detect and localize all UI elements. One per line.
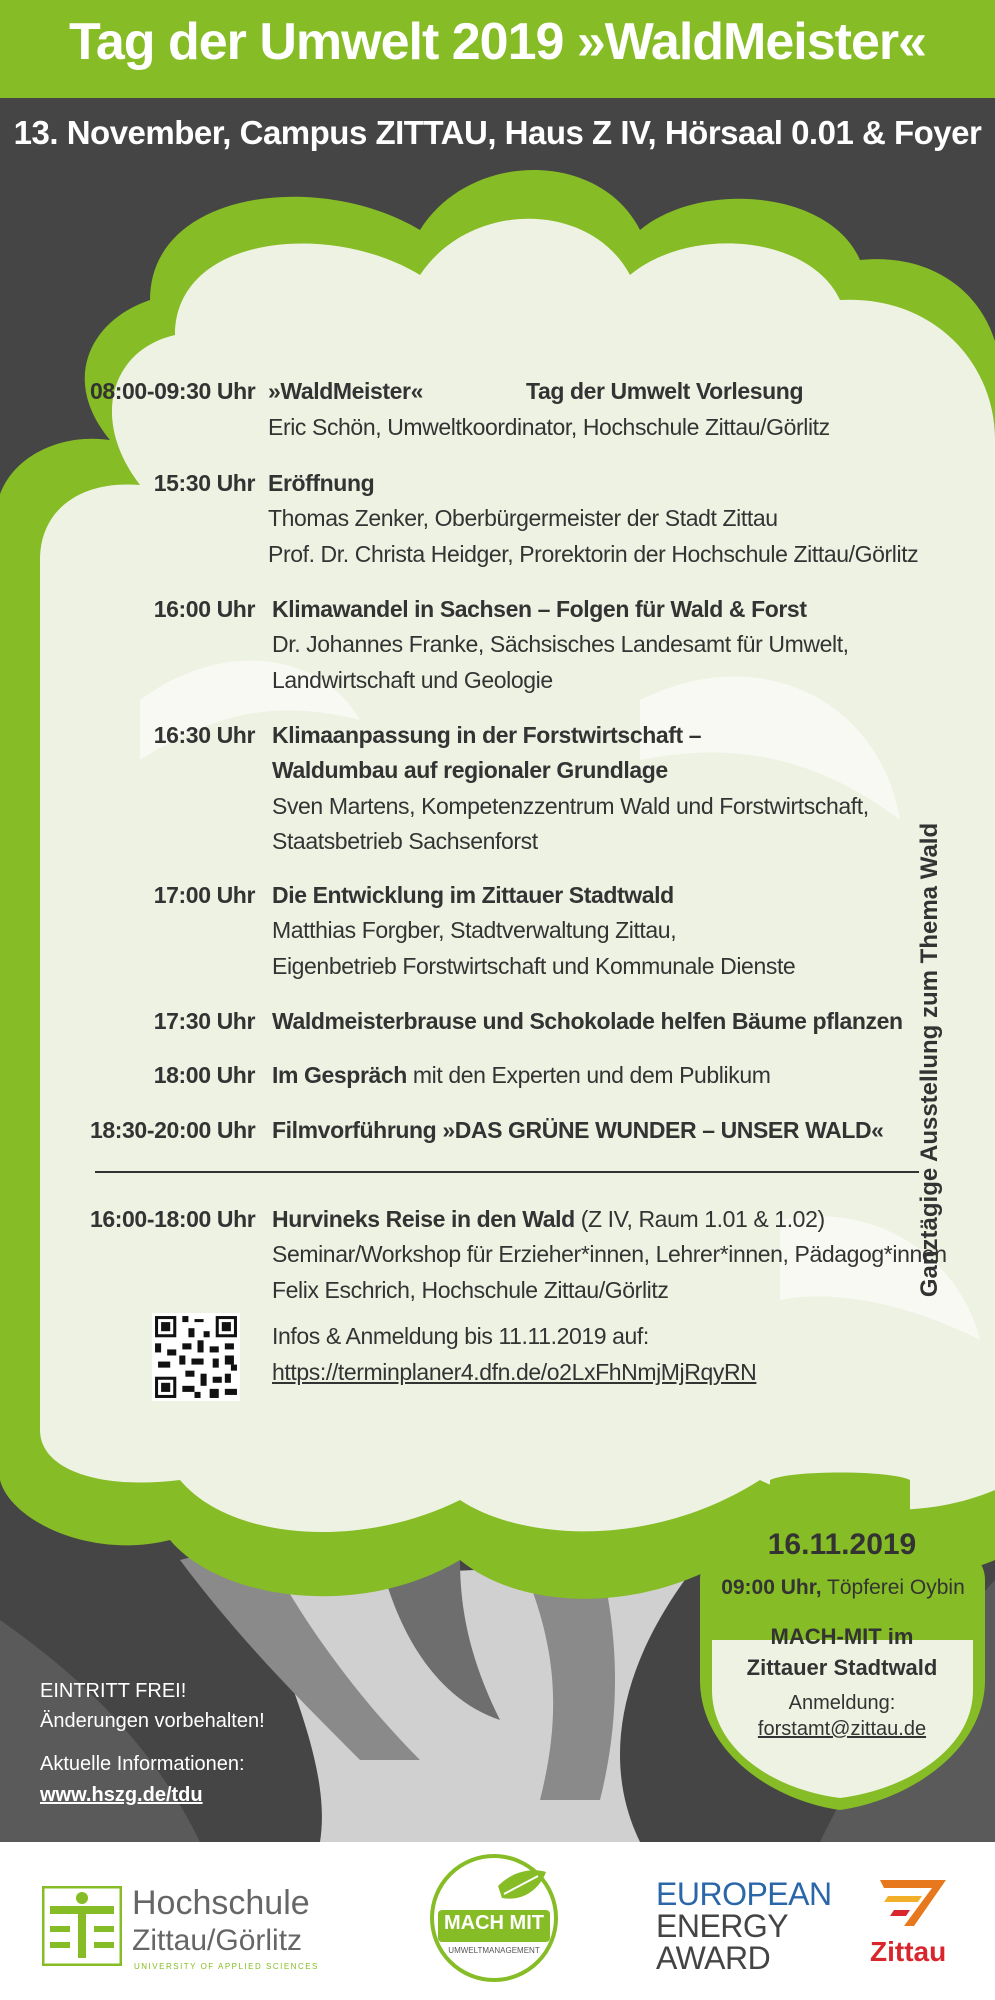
- program-line: Eigenbetrieb Forstwirtschaft und Kommunale Dienste: [272, 953, 796, 979]
- eea-line2: ENERGY: [656, 1908, 789, 1944]
- hochschule-logo-icon: [42, 1886, 122, 1966]
- program-line: Thomas Zenker, Oberbürgermeister der Stadt Zittau: [268, 505, 778, 531]
- workshop-line: Seminar/Workshop für Erzieher*innen, Lehrer*innen, Pädagog*innen: [272, 1241, 947, 1267]
- program-line: Landwirtschaft und Geologie: [272, 667, 553, 693]
- program-line: Dr. Johannes Franke, Sächsisches Landesamt für Umwelt,: [272, 631, 849, 657]
- program-title-rest: mit den Experten und dem Publikum: [406, 1062, 771, 1088]
- qr-code-icon[interactable]: [152, 1313, 240, 1401]
- workshop-line: Felix Eschrich, Hochschule Zittau/Görlitz: [272, 1277, 669, 1303]
- program-time: 17:00 Uhr: [153, 882, 255, 908]
- program-time: 15:30 Uhr: [153, 470, 255, 496]
- mach-mit-sub: UMWELTMANAGEMENT: [448, 1946, 540, 1955]
- workshop-info: Infos & Anmeldung bis 11.11.2019 auf:: [272, 1323, 649, 1349]
- program-title: Waldmeisterbrause und Schokolade helfen Bäume pflanzen: [272, 1008, 903, 1034]
- program-title: Klimawandel in Sachsen – Folgen für Wald & Forst: [272, 596, 807, 622]
- hochschule-name: Hochschule: [132, 1884, 310, 1922]
- mach-mit-label: MACH MIT: [444, 1912, 544, 1934]
- poster-subtitle: 13. November, Campus ZITTAU, Haus Z IV, Hörsaal 0.01 & Foyer: [13, 114, 982, 151]
- program-time: 16:00 Uhr: [153, 596, 255, 622]
- program-title: Die Entwicklung im Zittauer Stadtwald: [272, 882, 674, 908]
- workshop-registration-link[interactable]: https://terminplaner4.dfn.de/o2LxFhNmjMjRqyRN: [272, 1359, 757, 1385]
- acorn-time: 09:00 Uhr,: [721, 1576, 822, 1599]
- changes-note: Änderungen vorbehalten!: [40, 1710, 265, 1732]
- program-title: Eröffnung: [268, 470, 375, 496]
- workshop-time: 16:00-18:00 Uhr: [90, 1206, 256, 1232]
- workshop-title-rest: (Z IV, Raum 1.01 & 1.02): [574, 1206, 825, 1232]
- acorn-date: 16.11.2019: [767, 1528, 917, 1561]
- zittau-logo-icon: [874, 1874, 954, 1930]
- program-time: 17:30 Uhr: [153, 1008, 255, 1034]
- acorn-event-line2: Zittauer Stadtwald: [746, 1655, 938, 1680]
- hochschule-place: Zittau/Görlitz: [132, 1924, 303, 1957]
- program-time: 16:30 Uhr: [153, 722, 255, 748]
- eea-line3: AWARD: [656, 1940, 771, 1976]
- program-title-extra: Tag der Umwelt Vorlesung: [526, 378, 804, 404]
- program-title: »WaldMeister«: [268, 378, 424, 404]
- program-time: 18:30-20:00 Uhr: [90, 1117, 256, 1143]
- program-title: Klimaanpassung in der Forstwirtschaft –: [272, 722, 702, 748]
- info-link[interactable]: www.hszg.de/tdu: [40, 1784, 203, 1806]
- workshop-title-line: [272, 1206, 825, 1233]
- info-label: Aktuelle Informationen:: [40, 1753, 245, 1775]
- program-line: Sven Martens, Kompetenzzentrum Wald und Forstwirtschaft,: [272, 793, 869, 819]
- program-time: 18:00 Uhr: [153, 1062, 255, 1088]
- acorn-email-link[interactable]: forstamt@zittau.de: [757, 1718, 927, 1740]
- program-line: Eric Schön, Umweltkoordinator, Hochschule Zittau/Görlitz: [268, 414, 830, 440]
- program-title: Im Gespräch: [272, 1062, 407, 1088]
- divider: [95, 1171, 919, 1173]
- zittau-label: Zittau: [870, 1936, 947, 1967]
- acorn-event-line1: MACH-MIT im: [770, 1624, 914, 1649]
- program-line: Staatsbetrieb Sachsenforst: [272, 828, 538, 854]
- hochschule-tagline: UNIVERSITY OF APPLIED SCIENCES: [134, 1962, 319, 1971]
- eea-line1: EUROPEAN: [656, 1876, 832, 1912]
- program-title-2: Waldumbau auf regionaler Grundlage: [272, 757, 668, 783]
- acorn-place: Töpferei Oybin: [821, 1576, 965, 1599]
- program-time: 08:00-09:30 Uhr: [90, 378, 256, 404]
- program-title: Filmvorführung »DAS GRÜNE WUNDER – UNSER WALD«: [272, 1117, 884, 1143]
- workshop-title: Hurvineks Reise in den Wald: [272, 1206, 575, 1232]
- program-line: Matthias Forgber, Stadtverwaltung Zittau,: [272, 917, 677, 943]
- poster-title: Tag der Umwelt 2019 »WaldMeister«: [68, 13, 927, 71]
- entry-free: EINTRITT FREI!: [40, 1680, 187, 1702]
- program-line: Prof. Dr. Christa Heidger, Prorektorin der Hochschule Zittau/Görlitz: [268, 541, 919, 567]
- acorn-registration-label: Anmeldung:: [788, 1692, 896, 1714]
- acorn-time-line: [712, 1576, 974, 1600]
- side-note-vertical: Ganztägige Ausstellung zum Thema Wald: [916, 822, 943, 1298]
- program-title-line: [272, 1062, 770, 1089]
